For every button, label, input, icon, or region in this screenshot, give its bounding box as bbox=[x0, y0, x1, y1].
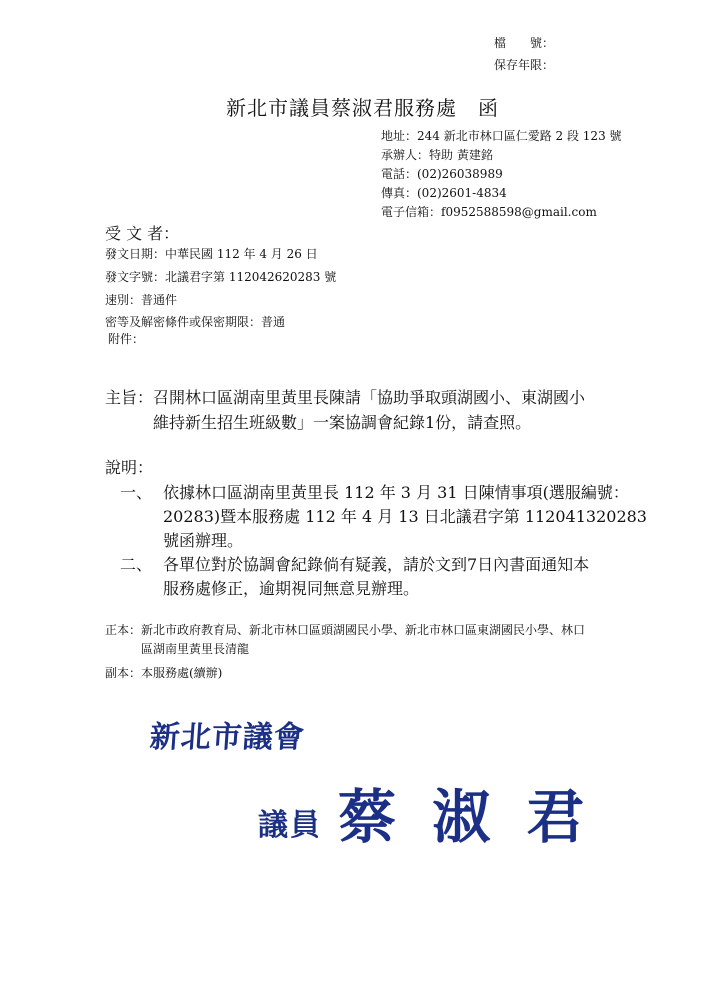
original-recipients-line-2: 區湖南里黃里長清龍 bbox=[141, 642, 250, 656]
councilor-title: 議員 bbox=[258, 808, 322, 843]
speed-class: 速別：普通件 bbox=[105, 293, 178, 307]
phone: 電話：(02)26038989 bbox=[381, 167, 503, 181]
item-1-line-1: 依據林口區湖南里黃里長 112 年 3 月 31 日陳情事項(選服編號： bbox=[163, 483, 629, 502]
item-1-number: 一、 bbox=[120, 483, 153, 502]
item-2-number: 二、 bbox=[120, 555, 153, 574]
recipient-label: 受 文 者： bbox=[105, 224, 180, 243]
issue-date: 發文日期：中華民國 112 年 4 月 26 日 bbox=[105, 247, 318, 261]
document-title: 新北市議員蔡淑君服務處 函 bbox=[226, 96, 499, 120]
item-1-line-3: 號函辦理。 bbox=[163, 531, 244, 550]
attachment-label: 附件： bbox=[108, 332, 145, 346]
retention-period-label: 保存年限： bbox=[494, 58, 555, 72]
explanation-label: 說明： bbox=[105, 458, 154, 477]
handler: 承辦人：特助 黃建銘 bbox=[381, 148, 493, 162]
item-2-line-2: 服務處修正，逾期視同無意見辦理。 bbox=[163, 579, 420, 598]
document-number: 發文字號：北議君字第 112042620283 號 bbox=[105, 270, 337, 284]
subject-line-2: 維持新生招生班級數」一案協調會紀錄1份，請查照。 bbox=[153, 413, 532, 432]
email: 電子信箱：f0952588598@gmail.com bbox=[381, 205, 597, 219]
item-1-line-2: 20283)暨本服務處 112 年 4 月 13 日北議君字第 112041320283 bbox=[163, 507, 647, 526]
council-seal-text: 新北市議會 bbox=[148, 720, 306, 755]
subject-line-1: 主旨：召開林口區湖南里黃里長陳請「協助爭取頭湖國小、東湖國小 bbox=[105, 388, 586, 407]
item-2-line-1: 各單位對於協調會紀錄倘有疑義，請於文到7日內書面通知本 bbox=[163, 555, 590, 574]
original-recipients-line-1: 正本：新北市政府教育局、新北市林口區頭湖國民小學、新北市林口區東湖國民小學、林口 bbox=[105, 623, 586, 637]
copy-recipients: 副本：本服務處(續辦) bbox=[105, 666, 223, 680]
councilor-name: 蔡 淑 君 bbox=[338, 783, 593, 851]
address: 地址：244 新北市林口區仁愛路 2 段 123 號 bbox=[381, 129, 622, 143]
file-number-label: 檔 號： bbox=[494, 36, 555, 50]
secrecy-level: 密等及解密條件或保密期限：普通 bbox=[105, 315, 286, 329]
fax: 傳真：(02)2601-4834 bbox=[381, 186, 507, 200]
